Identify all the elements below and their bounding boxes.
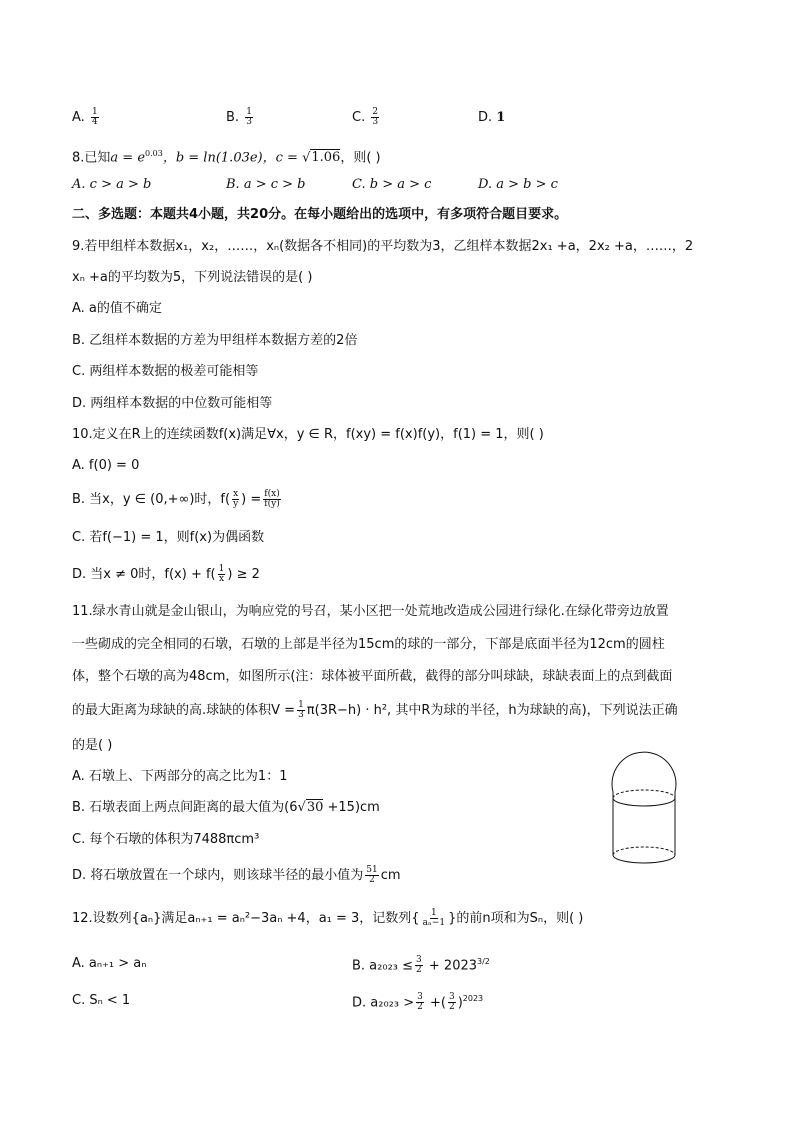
q9-stem-line2: xₙ +a的平均数为5，下列说法错误的是( )	[72, 270, 313, 285]
q11-stem-line4	[72, 701, 678, 720]
denominator: 2	[369, 875, 375, 885]
q11-option-d	[72, 866, 401, 885]
option-text: ) =	[241, 492, 262, 507]
option-text: D. 将石墩放置在一个球内，则该球半径的最小值为	[72, 868, 364, 883]
option-text: B. 石墩表面上两点间距离的最大值为(6	[72, 800, 298, 815]
fraction	[415, 956, 423, 975]
numerator: 1	[218, 564, 225, 574]
fraction	[263, 490, 280, 509]
q8-option-b: B. a > c > b	[226, 177, 306, 192]
numerator: x	[233, 489, 239, 499]
q11-stem-line5: 的是( )	[72, 738, 113, 753]
denominator: f(y)	[264, 499, 280, 509]
cylinder-bottom-front	[613, 855, 675, 863]
q8-option-a: A. c > a > b	[72, 177, 152, 192]
fraction	[371, 108, 379, 127]
option-label: A.	[72, 110, 85, 125]
math-expression: a = e	[110, 150, 146, 166]
q9-stem-line1: 9.若甲组样本数据x₁，x₂，……，xₙ(数据各不相同)的平均数为3，乙组样本数据2x₁ +a，2x₂ +a，……，2	[72, 239, 694, 254]
numerator: 3	[416, 955, 422, 966]
q10-option-d	[72, 565, 260, 584]
q11-option-c: C. 每个石墩的体积为7488πcm³	[72, 832, 260, 847]
q12-option-c: C. Sₙ < 1	[72, 993, 131, 1008]
fraction	[91, 108, 99, 127]
option-label: B.	[226, 110, 240, 125]
numerator: 1	[246, 107, 252, 117]
numerator: 51	[366, 865, 378, 875]
denominator: 2	[448, 1002, 455, 1013]
option-label: C.	[352, 110, 366, 125]
option-text: D. 当x ≠ 0时，f(x) + f(	[72, 567, 216, 582]
q8-option-c: C. b > a > c	[352, 177, 432, 192]
q9-option-c: C. 两组样本数据的极差可能相等	[72, 364, 259, 379]
fraction	[218, 565, 226, 584]
option-text: +15)cm	[323, 800, 380, 815]
q11-option-a: A. 石墩上、下两部分的高之比为1：1	[72, 769, 288, 784]
q10-stem: 10.定义在R上的连续函数f(x)满足∀x，y ∈ R，f(xy) = f(x)f(y)，f(1) = 1，则( )	[72, 427, 544, 442]
denominator: 2	[417, 1002, 423, 1013]
stem-text: π(3R−h) · h², 其中R为球的半径，h为球缺的高)，下列说法正确	[306, 703, 678, 718]
q9-option-d: D. 两组样本数据的中位数可能相等	[72, 396, 273, 411]
q11-option-b: B. 石墩表面上两点间距离的最大值为(6√30 +15)cm	[72, 800, 380, 815]
option-text: D. a₂₀₂₃ >	[352, 995, 415, 1011]
sphere-join	[613, 792, 675, 798]
math-expression: ，b = ln(1.03e)，c =	[162, 150, 303, 166]
cylinder-top-back-dashed	[613, 790, 675, 798]
fraction	[448, 993, 456, 1012]
fraction	[422, 909, 447, 928]
sqrt-radicand: 1.06	[311, 150, 341, 166]
cylinder-top-front	[613, 798, 675, 806]
numerator: 3	[448, 992, 455, 1003]
option-text: cm	[380, 868, 401, 883]
numerator: 2	[372, 107, 379, 117]
numerator: f(x)	[264, 489, 280, 499]
numerator: 1	[91, 107, 98, 117]
denominator: 3	[298, 710, 304, 720]
q12-option-a: A. aₙ₊₁ > aₙ	[72, 956, 147, 971]
numerator: 1	[430, 908, 437, 918]
q10-option-a: A. f(0) = 0	[72, 458, 140, 473]
fraction	[245, 108, 253, 127]
denominator: 2	[416, 965, 422, 976]
q7-option-d	[478, 109, 505, 127]
q8-stem: 8.已知$a = e^{0.03}$，b = ln(1.03e)，c = √1.06，则( )	[72, 149, 381, 166]
q9-option-a: A. a的值不确定	[72, 301, 162, 316]
q12-option-d	[352, 990, 483, 1012]
sphere-cap-outline	[612, 752, 676, 792]
q7-option-c	[352, 108, 381, 127]
denominator: y	[233, 499, 239, 509]
q8-option-d: D. a > b > c	[478, 177, 558, 192]
question-number: 8.已知	[72, 150, 111, 166]
stem-text: }的前n项和为Sₙ，则( )	[448, 911, 584, 926]
numerator: 3	[417, 992, 423, 1003]
option-text: B. 当x，y ∈ (0,+∞)时，f(	[72, 492, 231, 507]
exponent: 0.03	[145, 149, 163, 158]
q10-option-b	[72, 490, 283, 509]
q9-option-b: B. 乙组样本数据的方差为甲组样本数据方差的2倍	[72, 333, 358, 348]
q7-option-b	[226, 108, 255, 127]
option-text: + 2023	[424, 958, 478, 974]
exponent: 2023	[462, 994, 484, 1003]
q11-stem-line3: 体，整个石墩的高为48cm，如图所示(注：球体被平面所截，截得的部分叫球缺，球缺表面上的点到截面	[72, 669, 673, 684]
option-text: )	[457, 995, 463, 1011]
option-text: ) ≥ 2	[227, 567, 260, 582]
question-tail: ，则( )	[340, 150, 381, 166]
denominator: 3	[372, 117, 379, 127]
fraction	[297, 701, 305, 720]
stone-pier-figure	[600, 742, 690, 870]
q12-option-b	[352, 953, 490, 975]
option-value: 1	[496, 110, 506, 125]
q11-stem-line1: 11.绿水青山就是金山银山，为响应党的号召，某小区把一处荒地改造成公园进行绿化.在绿化带旁边放置	[72, 604, 669, 619]
denominator: 3	[246, 117, 252, 127]
option-text: B. a₂₀₂₃ ≤	[352, 958, 414, 974]
option-text: +(	[425, 995, 446, 1011]
stem-text: 的最大距离为球缺的高.球缺的体积V =	[72, 703, 296, 718]
cylinder-bottom-back-dashed	[613, 847, 675, 855]
denominator: x	[218, 574, 225, 584]
denominator: aₙ−1	[422, 918, 446, 928]
fraction	[232, 490, 239, 509]
q12-stem	[72, 909, 583, 928]
q10-option-c: C. 若f(−1) = 1，则f(x)为偶函数	[72, 530, 265, 545]
option-label: D.	[478, 110, 493, 125]
stem-text: 12.设数列{aₙ}满足aₙ₊₁ = aₙ²−3aₙ +4，a₁ = 3，记数列{	[72, 911, 420, 926]
q11-stem-line2: 一些砌成的完全相同的石墩，石墩的上部是半径为15cm的球的一部分，下部是底面半径为12cm的圆柱	[72, 637, 665, 652]
numerator: 1	[298, 700, 304, 710]
denominator: 4	[91, 117, 98, 127]
exponent: 3/2	[477, 957, 490, 966]
fraction	[416, 993, 424, 1012]
fraction	[365, 866, 378, 885]
q7-option-a	[72, 108, 101, 127]
sqrt-radicand: 30	[306, 800, 324, 815]
section-heading: 二、多选题：本题共4小题，共20分。在每小题给出的选项中，有多项符合题目要求。	[72, 207, 568, 222]
